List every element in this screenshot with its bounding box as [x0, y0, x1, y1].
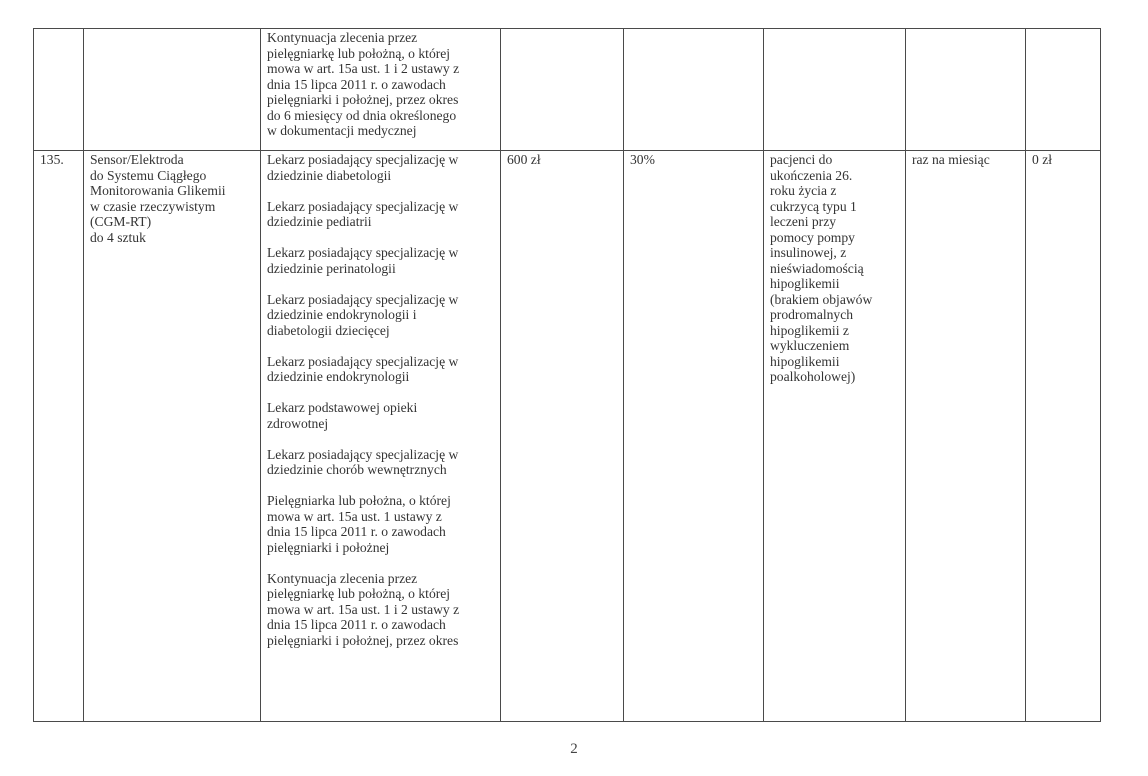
- cell-co-payment: [624, 29, 764, 151]
- prescriber-item: Lekarz posiadający specjalizację w dziedzinie endokrynologii: [267, 353, 459, 384]
- reimbursement-table: [33, 28, 1101, 722]
- prescriber-list: [267, 152, 494, 648]
- prescriber-item: Lekarz posiadający specjalizację w dziedzinie endokrynologii i diabetologii dziecięcej: [267, 291, 459, 338]
- table-row-continuation: [34, 29, 1101, 151]
- prescriber-item: Kontynuacja zlecenia przez pielęgniarkę lub położną, o której mowa w art. 15a ust. 1 i 2 ustawy z dnia 15 lipca 2011 r. o zawodach pielęgniarki i położnej, przez okres: [267, 570, 460, 648]
- cell-frequency: raz na miesiąc: [906, 151, 1026, 722]
- prescriber-item: Pielęgniarka lub położna, o której mowa w art. 15a ust. 1 ustawy z dnia 15 lipca 2011 r. o zawodach pielęgniarki i położnej: [267, 493, 451, 555]
- cell-price-limit: 600 zł: [501, 151, 624, 722]
- cell-reimbursement: [1026, 29, 1101, 151]
- cell-prescribers: Kontynuacja zlecenia przez pielęgniarkę lub położną, o której mowa w art. 15a ust. 1 i 2 ustawy z dnia 15 lipca 2011 r. o zawodach pielęgniarki i położnej, przez okres do 6 miesięcy od dnia określonego w dokumentacji medycznej: [261, 29, 501, 151]
- prescriber-item: Lekarz posiadający specjalizację w dziedzinie pediatrii: [267, 198, 459, 229]
- cell-reimbursement: 0 zł: [1026, 151, 1101, 722]
- prescriber-item: Lekarz podstawowej opieki zdrowotnej: [267, 400, 418, 431]
- cell-number: [34, 29, 84, 151]
- cell-price-limit: [501, 29, 624, 151]
- page-number: 2: [570, 741, 578, 757]
- cell-product: Sensor/Elektroda do Systemu Ciągłego Monitorowania Glikemii w czasie rzeczywistym (CGM-RT) do 4 sztuk: [84, 151, 261, 722]
- cell-criteria: [764, 29, 906, 151]
- cell-co-payment: 30%: [624, 151, 764, 722]
- prescriber-item: Lekarz posiadający specjalizację w dziedzinie diabetologii: [267, 152, 459, 183]
- prescriber-item: Lekarz posiadający specjalizację w dziedzinie perinatologii: [267, 245, 459, 276]
- cell-criteria: pacjenci do ukończenia 26. roku życia z cukrzycą typu 1 leczeni przy pomocy pompy insulinowej, z nieświadomością hipoglikemii (brakiem objawów prodromalnych hipoglikemii z wykluczeniem hipoglikemii poalkoholowej): [764, 151, 906, 722]
- cell-number: 135.: [34, 151, 84, 722]
- table-row-135: [34, 151, 1101, 722]
- cell-frequency: [906, 29, 1026, 151]
- cell-product: [84, 29, 261, 151]
- prescriber-item: Lekarz posiadający specjalizację w dziedzinie chorób wewnętrznych: [267, 446, 459, 477]
- cell-prescribers: [261, 151, 501, 722]
